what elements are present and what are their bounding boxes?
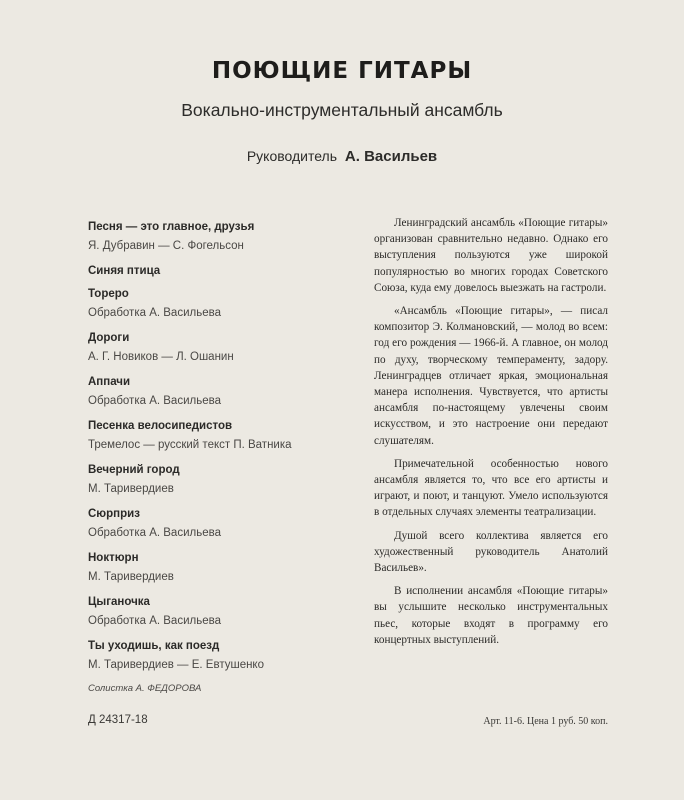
track-title: Ты уходишь, как поезд (88, 640, 220, 652)
liner-paragraph: Душой всего коллектива является его художественный руководитель Анатолий Васильев». (374, 529, 608, 575)
leader-line (0, 148, 684, 165)
track-credit: Обработка А. Васильева (88, 527, 221, 539)
track-item (88, 463, 358, 497)
liner-paragraph: Примечательной особенностью нового ансамбля является то, что все его артисты и играют, и поют, и танцуют. Умело используются в отдельных случаях элементы театрализации. (374, 457, 608, 519)
track-item (88, 507, 358, 541)
track-credit: Обработка А. Васильева (88, 615, 221, 627)
track-item (88, 264, 358, 279)
album-title: ПОЮЩИЕ ГИТАРЫ (211, 58, 473, 84)
track-title: Вечерний город (88, 464, 180, 476)
track-credit: М. Таривердиев (88, 483, 174, 495)
catalog-number: Д 24317-18 (88, 714, 148, 726)
track-item (88, 331, 358, 365)
track-item (88, 551, 358, 585)
liner-paragraph: «Ансамбль «Поющие гитары», — писал композитор Э. Колмановский, — молод во всем: год его рождения — 1966-й. А главное, он молод по духу, творческому темпераменту, задору. Ленинградцев отличает яркая, эмоциональная манера исполнения. Чувствуется, что артисты ансамбля по-настоящему увлечены своим искусством, и это настроение они передают слушателям. (374, 305, 608, 447)
track-list (88, 220, 358, 694)
track-item (88, 287, 358, 321)
track-item (88, 595, 358, 629)
track-credit: Обработка А. Васильева (88, 395, 221, 407)
album-subtitle: Вокально-инструментальный ансамбль (181, 100, 503, 120)
soloist-credit: Солистка А. ФЕДОРОВА (88, 683, 202, 694)
leader-name: А. Васильев (344, 148, 438, 165)
track-title: Сюрприз (88, 508, 140, 520)
track-title: Аппачи (88, 376, 131, 388)
track-title: Тореро (88, 288, 129, 300)
liner-notes (374, 215, 608, 655)
track-title: Песня — это главное, друзья (88, 221, 255, 233)
leader-label: Руководитель (246, 148, 338, 164)
track-item (88, 220, 358, 254)
track-credit: Обработка А. Васильева (88, 307, 221, 319)
liner-paragraph: В исполнении ансамбля «Поющие гитары» вы услышите несколько инструментальных пьес, которые входят в программу его концертных выступлений. (374, 585, 608, 646)
track-credit: Тремелос — русский текст П. Ватника (88, 439, 292, 451)
track-credit: М. Таривердиев (88, 571, 174, 583)
track-title: Синяя птица (88, 265, 161, 277)
liner-paragraph: Ленинградский ансамбль «Поющие гитары» организован сравнительно недавно. Однако его выступления пользуются уже широкой популярностью во многих городах Советского Союза, куда ему довелось выезжать на гастроли. (374, 217, 608, 294)
track-credit: А. Г. Новиков — Л. Ошанин (88, 351, 234, 363)
track-title: Дороги (88, 332, 130, 344)
track-item (88, 639, 358, 673)
price-line: Арт. 11-6. Цена 1 руб. 50 коп. (483, 716, 608, 727)
track-title: Цыганочка (88, 596, 150, 608)
track-item (88, 375, 358, 409)
track-title: Ноктюрн (88, 552, 139, 564)
track-credit: М. Таривердиев — Е. Евтушенко (88, 659, 264, 671)
track-title: Песенка велосипедистов (88, 420, 233, 432)
track-item (88, 419, 358, 453)
track-credit: Я. Дубравин — С. Фогельсон (88, 240, 244, 252)
